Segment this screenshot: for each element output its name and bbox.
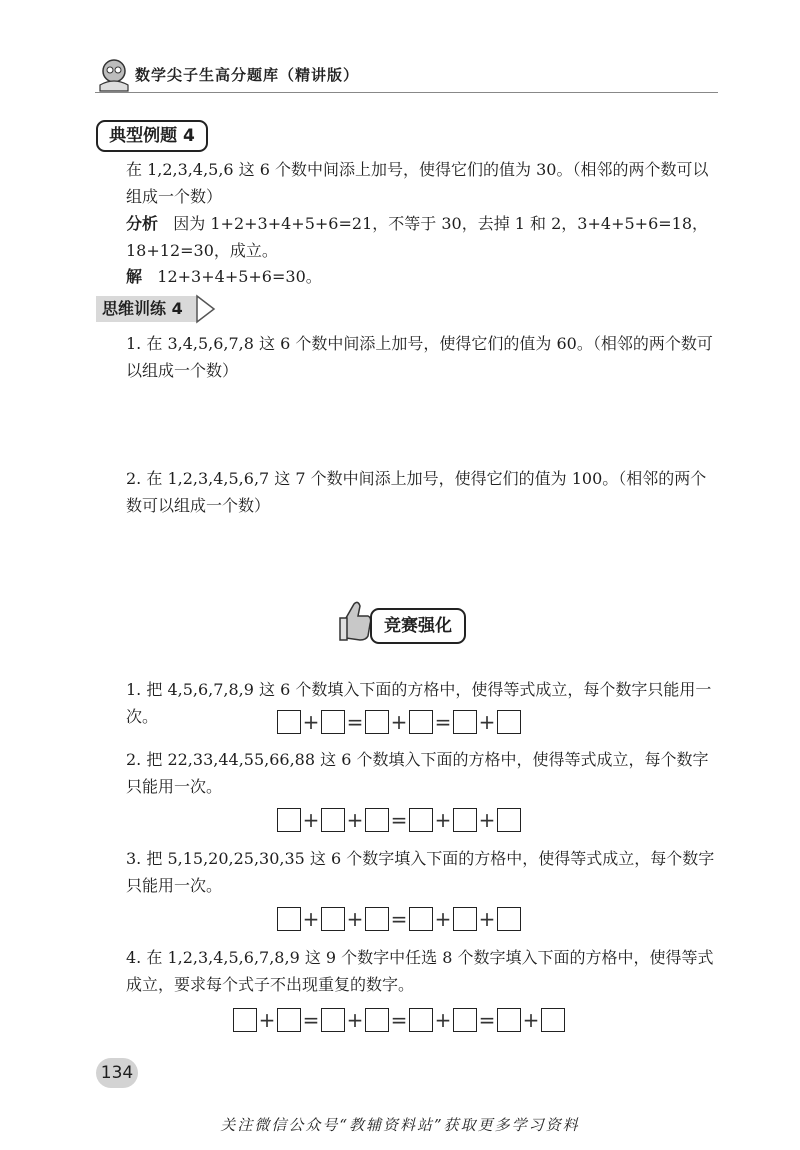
equals-sign: = [390, 907, 408, 931]
answer-box[interactable] [409, 710, 433, 734]
plus-sign: + [258, 1008, 276, 1032]
plus-sign: + [346, 808, 364, 832]
page-number: 134 [96, 1058, 138, 1088]
competition-label: 竞赛强化 [370, 608, 466, 644]
answer-box[interactable] [321, 1008, 345, 1032]
answer-box[interactable] [453, 710, 477, 734]
answer-box[interactable] [497, 1008, 521, 1032]
header-divider [95, 92, 718, 93]
training-q2: 2. 在 1,2,3,4,5,6,7 这 7 个数中间添上加号，使得它们的值为 100。（相邻的两个数可以组成一个数） [126, 469, 707, 515]
answer-box[interactable] [233, 1008, 257, 1032]
answer-box[interactable] [497, 907, 521, 931]
plus-sign: + [434, 1008, 452, 1032]
answer-box[interactable] [365, 907, 389, 931]
equation-row-4 [233, 1008, 565, 1032]
book-title: 数学尖子生高分题库（精讲版） [135, 66, 360, 84]
competition-q1: 1. 把 4,5,6,7,8,9 这 6 个数填入下面的方格中，使得等式成立，每个数字只能用一次。 [126, 680, 712, 726]
answer-box[interactable] [321, 710, 345, 734]
equals-sign: = [390, 1008, 408, 1032]
analysis-label: 分析 [126, 214, 159, 233]
answer-box[interactable] [409, 1008, 433, 1032]
answer-box[interactable] [453, 808, 477, 832]
competition-q4: 4. 在 1,2,3,4,5,6,7,8,9 这 9 个数字中任选 8 个数字填入下面的方格中，使得等式成立，要求每个式子不出现重复的数字。 [126, 948, 714, 994]
example-problem: 在 1,2,3,4,5,6 这 6 个数中间添上加号，使得它们的值为 30。（相邻的两个数可以组成一个数） [126, 160, 709, 206]
answer-box[interactable] [541, 1008, 565, 1032]
equation-row-2 [277, 808, 521, 832]
answer-box[interactable] [277, 1008, 301, 1032]
thumbs-up-icon [338, 598, 374, 642]
answer-box[interactable] [409, 907, 433, 931]
equals-sign: = [302, 1008, 320, 1032]
plus-sign: + [346, 907, 364, 931]
training-label: 思维训练 4 [96, 296, 198, 322]
answer-box[interactable] [453, 907, 477, 931]
mascot-icon [94, 55, 134, 95]
answer-box[interactable] [321, 808, 345, 832]
plus-sign: + [302, 808, 320, 832]
equation-row-1 [277, 710, 521, 734]
answer-box[interactable] [277, 710, 301, 734]
solution-label: 解 [126, 267, 143, 286]
competition-q2: 2. 把 22,33,44,55,66,88 这 6 个数填入下面的方格中，使得等式成立，每个数字只能用一次。 [126, 750, 709, 796]
plus-sign: + [478, 710, 496, 734]
plus-sign: + [478, 907, 496, 931]
plus-sign: + [346, 1008, 364, 1032]
equation-row-3 [277, 907, 521, 931]
plus-sign: + [434, 808, 452, 832]
equals-sign: = [346, 710, 364, 734]
answer-box[interactable] [365, 808, 389, 832]
footer-note: 关注微信公众号“教辅资料站”获取更多学习资料 [220, 1116, 580, 1134]
plus-sign: + [302, 907, 320, 931]
pencil-tip-icon [196, 294, 216, 324]
answer-box[interactable] [497, 710, 521, 734]
solution-text: 12+3+4+5+6=30。 [157, 267, 322, 286]
plus-sign: + [302, 710, 320, 734]
example-label: 典型例题 4 [96, 120, 208, 152]
equals-sign: = [390, 808, 408, 832]
answer-box[interactable] [321, 907, 345, 931]
answer-box[interactable] [409, 808, 433, 832]
example-analysis [126, 210, 722, 264]
plus-sign: + [522, 1008, 540, 1032]
equals-sign: = [434, 710, 452, 734]
example-solution [126, 263, 722, 290]
plus-sign: + [434, 907, 452, 931]
analysis-text: 因为 1+2+3+4+5+6=21，不等于 30，去掉 1 和 2，3+4+5+6=18，18+12=30，成立。 [126, 214, 709, 260]
answer-box[interactable] [277, 907, 301, 931]
answer-box[interactable] [453, 1008, 477, 1032]
competition-q3: 3. 把 5,15,20,25,30,35 这 6 个数字填入下面的方格中，使得等式成立，每个数字只能用一次。 [126, 849, 715, 895]
equals-sign: = [478, 1008, 496, 1032]
plus-sign: + [478, 808, 496, 832]
answer-box[interactable] [365, 710, 389, 734]
training-q1: 1. 在 3,4,5,6,7,8 这 6 个数中间添上加号，使得它们的值为 60。（相邻的两个数可以组成一个数） [126, 334, 713, 380]
answer-box[interactable] [497, 808, 521, 832]
answer-box[interactable] [365, 1008, 389, 1032]
answer-box[interactable] [277, 808, 301, 832]
plus-sign: + [390, 710, 408, 734]
